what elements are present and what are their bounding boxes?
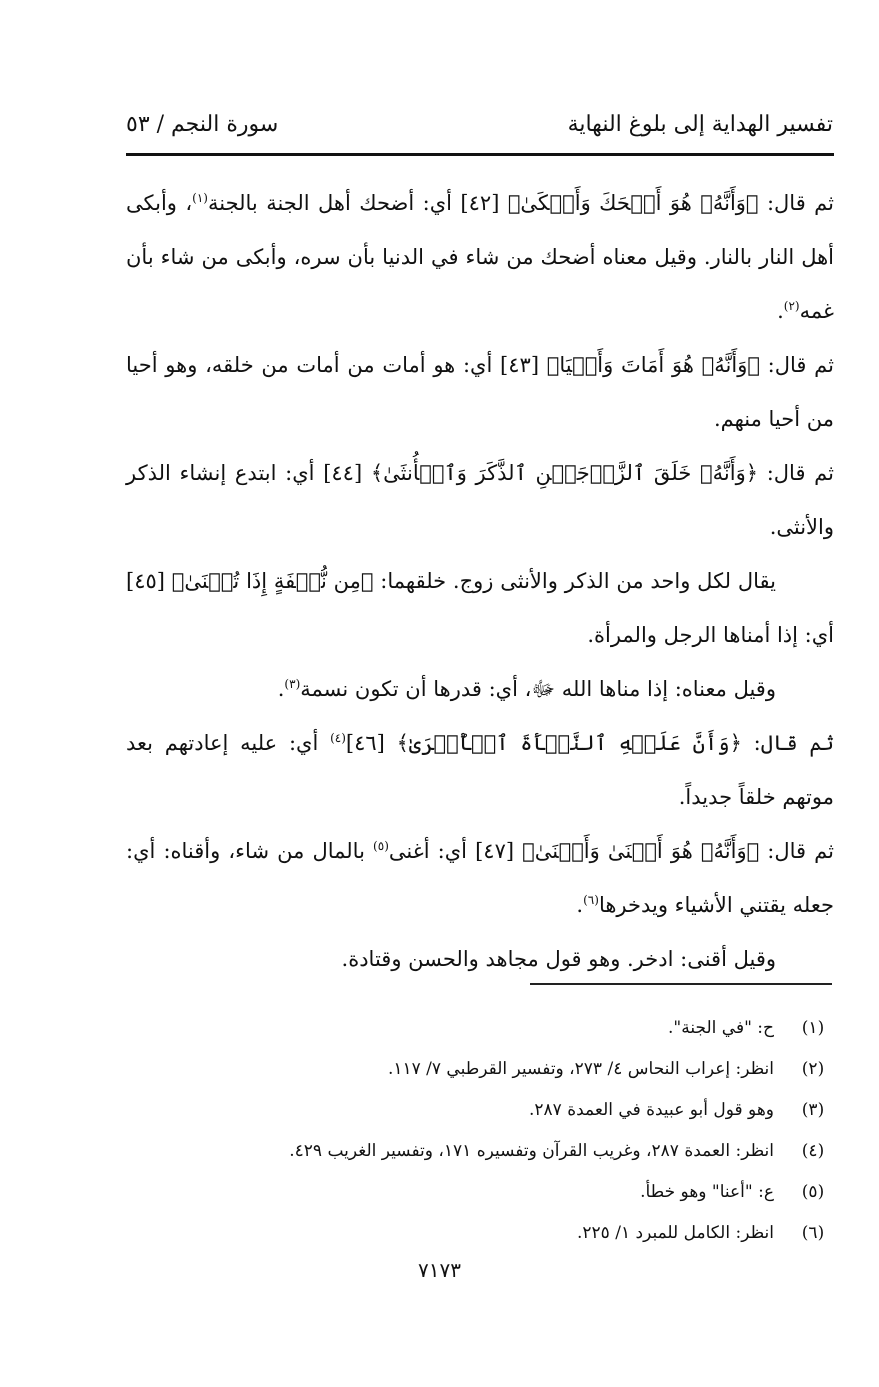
footnote-number: (٣) [801,1100,825,1120]
surah-page-label: سورة النجم / ٥٣ [126,112,279,137]
page-number: ٧١٧٣ [418,1258,461,1282]
paragraph-alt-meaning [126,662,834,716]
footnote-text: انظر: الكامل للمبرد ١/ ٢٢٥. [577,1223,774,1243]
footnote-text: ح: "في الجنة". [668,1018,774,1038]
footnote-text: انظر: العمدة ٢٨٧، وغريب القرآن وتفسيره ١٧١، وتفسير الغريب ٤٢٩. [289,1141,774,1161]
footnote-item [126,1008,834,1049]
footnote-text: ع: "أعنا" وهو خطأ. [640,1182,774,1202]
paragraph-text: . [576,893,584,917]
book-title: تفسير الهداية إلى بلوغ النهاية [567,112,833,137]
footnote-ref: (٦) [583,893,599,907]
footnote-ref: (٣) [284,677,301,691]
paragraph-text: ثم قال: ﴿وَأَنَّهُۥ هُوَ أَضۡحَكَ وَأَبۡكَىٰ﴾ [٤٢] أي: أضحك أهل الجنة بالجنة [207,191,834,215]
paragraph-text: ، وأبكى أهل النار بالنار. وقيل معناه أضحك من شاء في الدنيا بأن سره، وأبكى من شاء بأن غمه [126,191,834,323]
paragraph-text: أي: عليه إعادتهم بعد موتهم خلقاً جديداً. [126,731,834,809]
footnote-number: (٢) [801,1059,825,1079]
paragraph-text: بالمال من شاء، وأقناه: أي: جعله يقتني الأشياء ويدخرها [126,839,834,917]
footnotes [126,1008,834,1254]
footnote-ref: (٥) [373,839,389,853]
paragraph-aqna [126,932,834,986]
main-text [126,176,834,986]
footnote-number: (١) [801,1018,825,1038]
footnote-ref: (٢) [783,299,800,313]
footnote-item [126,1049,834,1090]
header-divider [126,153,834,156]
paragraph-ayah-44 [126,446,834,554]
paragraph-text: وقيل أقنى: ادخر. وهو قول مجاهد والحسن وقتادة. [341,947,776,971]
footnote-item [126,1090,834,1131]
paragraph-ayah-42 [126,176,834,338]
paragraph-ayah-46 [126,716,834,824]
footnote-item [126,1172,834,1213]
paragraph-ayah-47 [126,824,834,932]
footnote-item [126,1213,834,1254]
footnote-text: انظر: إعراب النحاس ٤/ ٢٧٣، وتفسير القرطبي ٧/ ١١٧. [387,1059,774,1079]
footnote-number: (٤) [801,1141,825,1161]
footnote-text: وهو قول أبو عبيدة في العمدة ٢٨٧. [529,1100,774,1120]
paragraph-ayah-43 [126,338,834,446]
paragraph-text: يقال لكل واحد من الذكر والأنثى زوج. خلقهما: ﴿مِن نُّطۡفَةٍ إِذَا تُمۡنَىٰ﴾ [٤٥] أي: إذا أمناها الرجل والمرأة. [126,569,834,647]
paragraph-text: وقيل معناه: إذا مناها الله ﷻ، أي: قدرها أن تكون نسمة [300,677,776,701]
paragraph-text: . [777,299,784,323]
paragraph-ayah-45 [126,554,834,662]
paragraph-text: ثم قال: ﴿وَأَنَّهُۥ هُوَ أَمَاتَ وَأَحۡيَا﴾ [٤٣] أي: هو أمات من أمات من خلقه، وهو أحيا من أحيا منهم. [126,353,834,431]
footnote-ref: (٤) [330,731,346,745]
paragraph-text: ثم قال: ﴿وَأَنَّ عَلَيۡهِ ٱلنَّشۡأَةَ ٱلۡأُخۡرَىٰ﴾ [٤٦] [345,731,834,755]
footnote-ref: (١) [192,191,208,205]
footnote-number: (٥) [801,1182,825,1202]
footnote-number: (٦) [801,1223,825,1243]
footnote-divider [530,983,832,985]
paragraph-text: . [277,677,285,701]
footnote-item [126,1131,834,1172]
paragraph-text: ثم قال: ﴿وَأَنَّهُۥ خَلَقَ ٱلزَّوۡجَيۡنِ ٱلذَّكَرَ وَٱلۡأُنثَىٰ﴾ [٤٤] أي: ابتدع إنشاء الذكر والأنثى. [126,461,834,539]
paragraph-text: ثم قال: ﴿وَأَنَّهُۥ هُوَ أَغۡنَىٰ وَأَقۡنَىٰ﴾ [٤٧] أي: أغنى [388,839,835,863]
running-header [126,112,833,152]
